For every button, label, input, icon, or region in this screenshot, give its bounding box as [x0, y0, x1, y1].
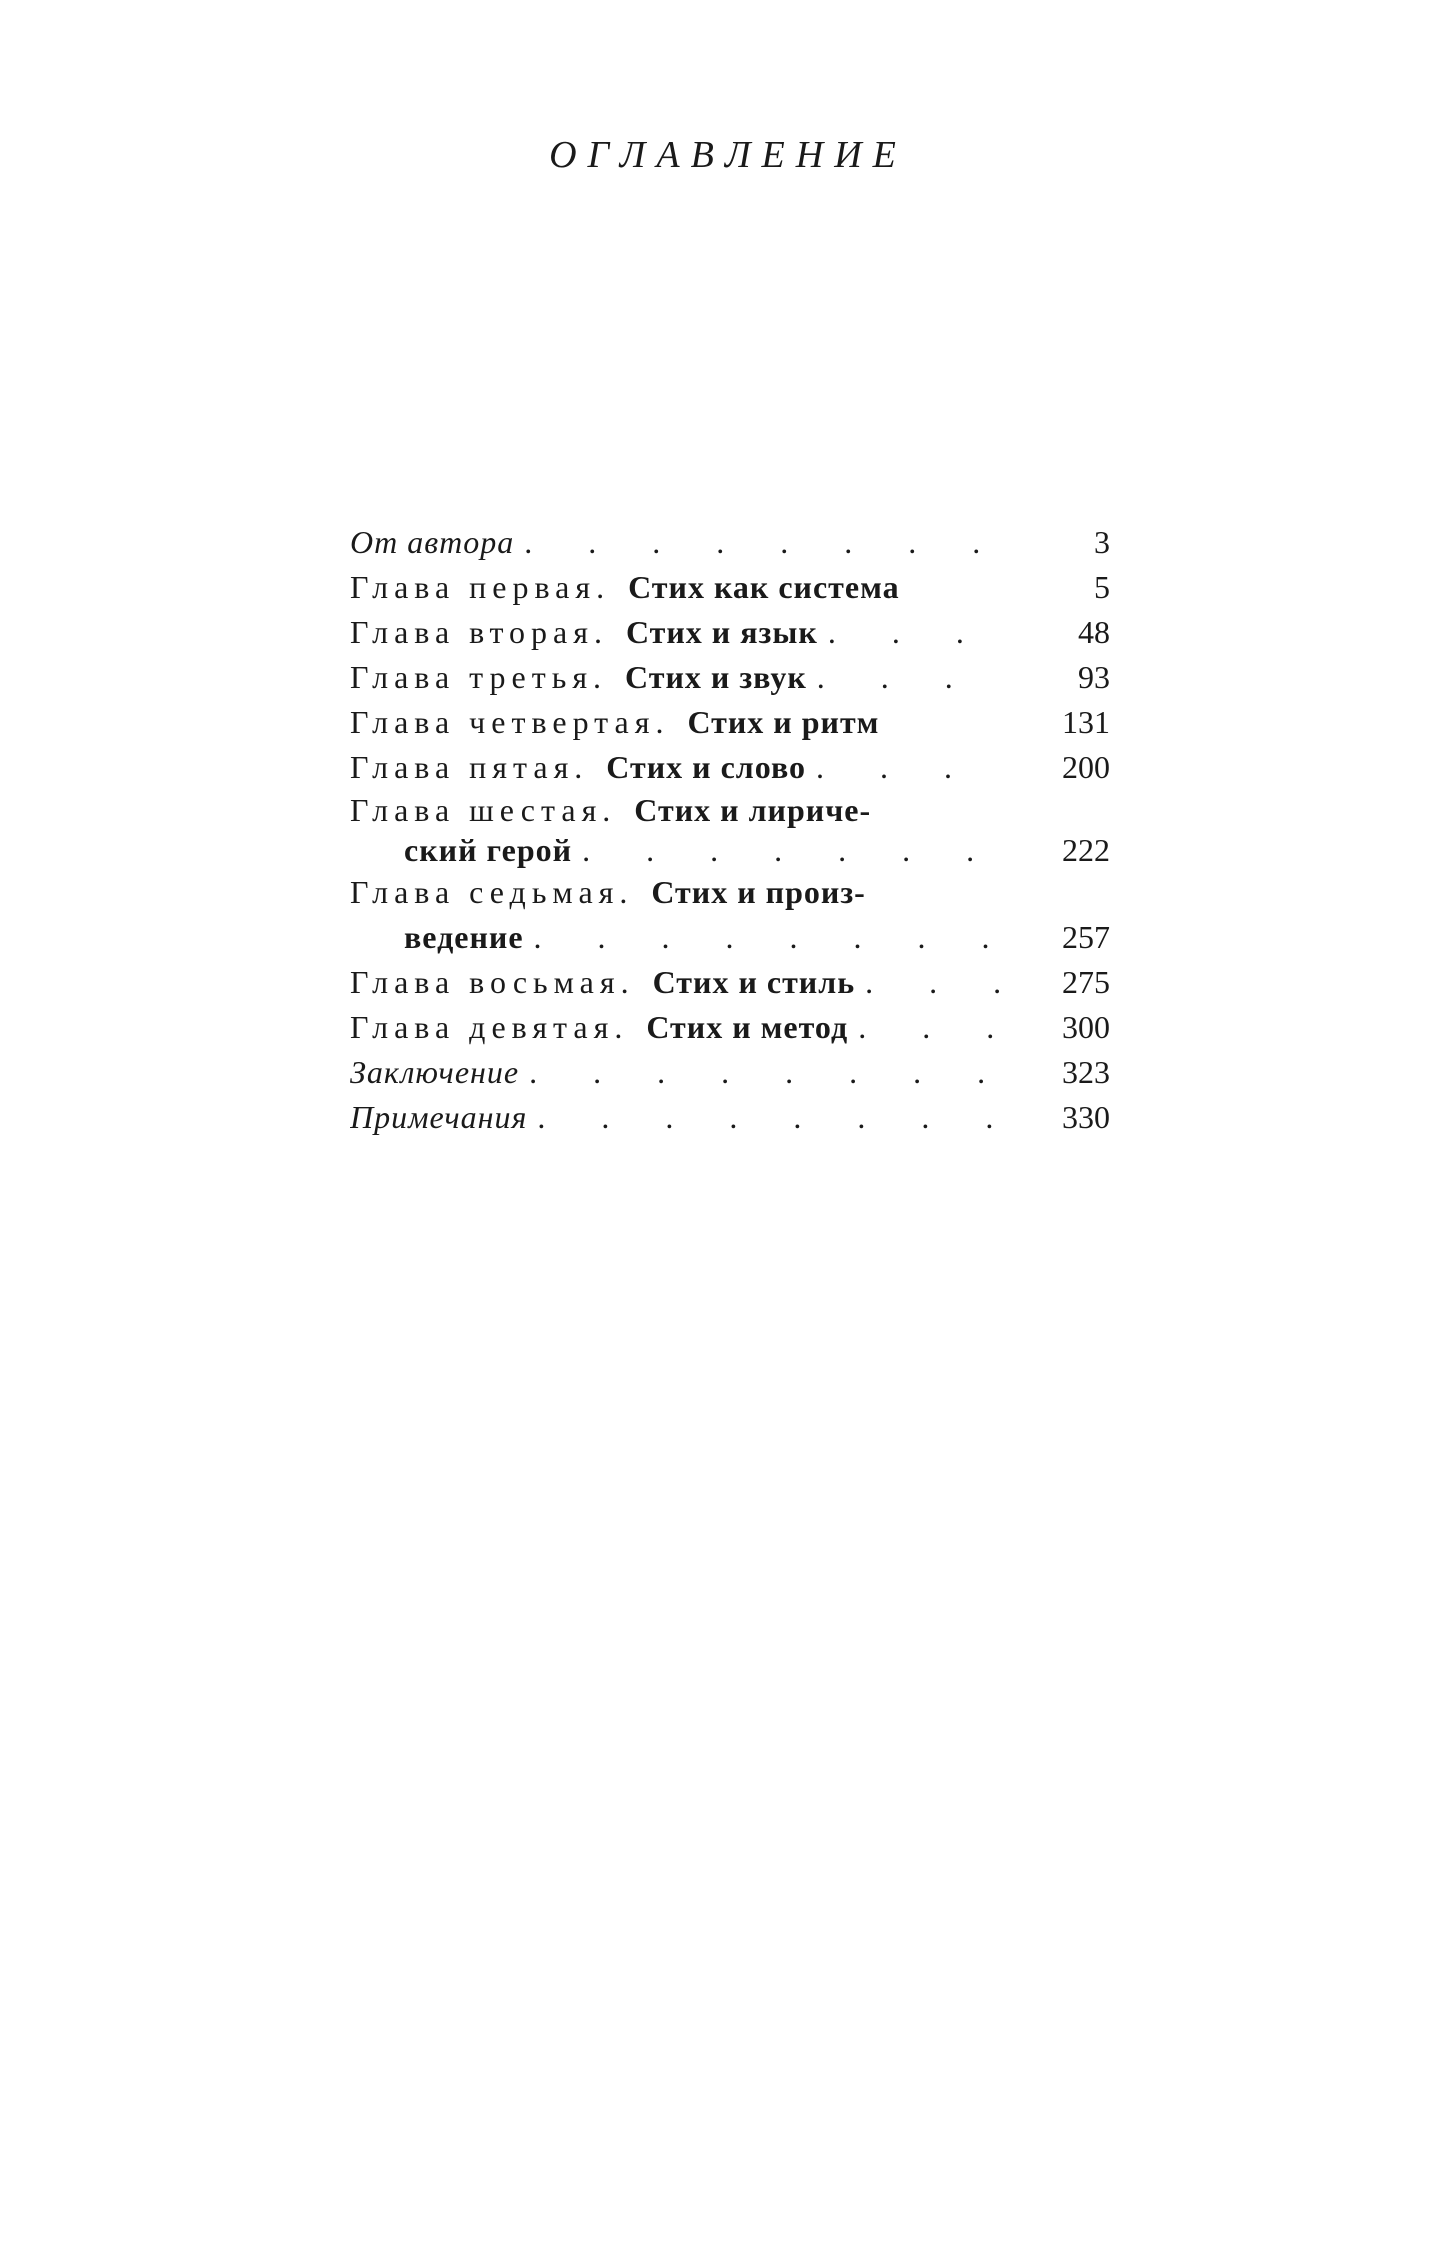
toc-chapter-label: Глава восьмая.	[350, 964, 635, 1000]
toc-entry-chapter-4[interactable]	[350, 700, 1110, 745]
toc-entry-title: Стих и звук	[625, 659, 807, 695]
toc-entry-notes[interactable]	[350, 1095, 1110, 1140]
toc-page-number: 222	[1062, 832, 1110, 868]
toc-page-number: 93	[1078, 659, 1110, 695]
toc-entry-title: Стих и метод	[646, 1009, 849, 1045]
dot-leader	[582, 830, 1000, 870]
toc-entry-chapter-7[interactable]	[350, 870, 1110, 960]
toc-entry-title: Стих и язык	[625, 614, 818, 650]
toc-page-number: 323	[1062, 1054, 1110, 1090]
dot-leader	[858, 1005, 1000, 1050]
toc-chapter-label: Глава девятая.	[350, 1009, 629, 1045]
dot-leader	[529, 1050, 1000, 1095]
toc-entry-title-continued: ведение	[404, 919, 524, 955]
toc-entry-title: Стих и произ-	[651, 874, 866, 910]
toc-entry-title: Примечания	[350, 1099, 528, 1135]
toc-chapter-label: Глава первая.	[350, 569, 611, 605]
toc-entry-title: От автора	[350, 524, 515, 560]
toc-chapter-label: Глава четвертая.	[350, 704, 670, 740]
toc-entry-title: Стих и лириче-	[634, 792, 872, 828]
dot-leader	[816, 745, 1000, 790]
dot-leader	[828, 610, 1000, 655]
toc-page-number: 300	[1062, 1009, 1110, 1045]
table-of-contents	[350, 520, 1110, 1140]
toc-page-number: 275	[1062, 964, 1110, 1000]
toc-page-number: 131	[1062, 704, 1110, 740]
toc-chapter-label: Глава седьмая.	[350, 874, 634, 910]
toc-page-number: 48	[1078, 614, 1110, 650]
dot-leader	[817, 655, 1000, 700]
toc-entry-title-continued: ский герой	[404, 832, 573, 868]
dot-leader	[865, 960, 1000, 1005]
toc-chapter-label: Глава вторая.	[350, 614, 608, 650]
dot-leader	[534, 915, 1000, 960]
toc-entry-title: Стих как система	[628, 569, 900, 605]
dot-leader	[537, 1095, 1000, 1140]
toc-page-number: 3	[1094, 524, 1110, 560]
toc-entry-chapter-9[interactable]	[350, 1005, 1110, 1050]
toc-page-number: 200	[1062, 749, 1110, 785]
toc-entry-title: Заключение	[350, 1054, 520, 1090]
toc-page-number: 330	[1062, 1099, 1110, 1135]
toc-entry-chapter-1[interactable]	[350, 565, 1110, 610]
toc-entry-chapter-6[interactable]	[350, 790, 1110, 870]
toc-entry-chapter-2[interactable]	[350, 610, 1110, 655]
toc-entry-chapter-5[interactable]	[350, 745, 1110, 790]
toc-chapter-label: Глава третья.	[350, 659, 608, 695]
toc-chapter-label: Глава шестая.	[350, 792, 617, 828]
toc-entry-title: Стих и ритм	[687, 704, 880, 740]
toc-entry-conclusion[interactable]	[350, 1050, 1110, 1095]
toc-entry-title: Стих и стиль	[652, 964, 856, 1000]
toc-page-number: 5	[1094, 569, 1110, 605]
toc-entry-title: Стих и слово	[606, 749, 806, 785]
toc-entry-chapter-8[interactable]	[350, 960, 1110, 1005]
dot-leader	[524, 520, 1000, 565]
toc-chapter-label: Глава пятая.	[350, 749, 589, 785]
toc-entry-preface[interactable]	[350, 520, 1110, 565]
page-title: ОГЛАВЛЕНИЕ	[549, 134, 907, 177]
toc-entry-chapter-3[interactable]	[350, 655, 1110, 700]
toc-page-number: 257	[1062, 919, 1110, 955]
